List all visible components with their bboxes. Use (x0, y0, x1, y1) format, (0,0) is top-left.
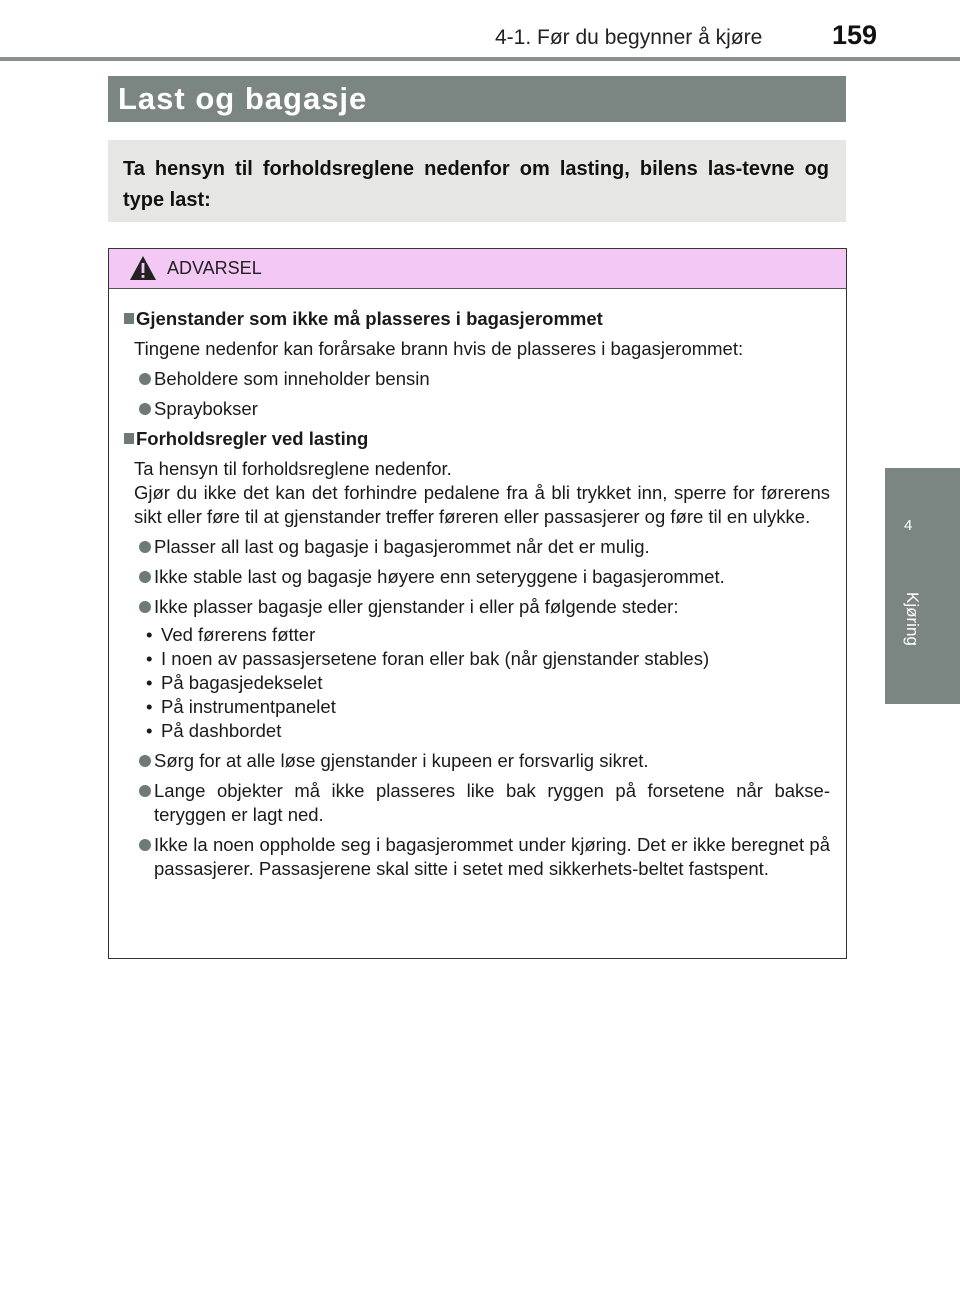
page-title: Last og bagasje (118, 81, 368, 116)
circle-bullet-icon (139, 755, 151, 767)
header-divider (0, 57, 960, 61)
list-item: Lange objekter må ikke plasseres like bak ryggen på forsetene når bakse-teryggen er lagt ned. (124, 779, 830, 827)
section-text: Tingene nedenfor kan forårsake brann hvis de plasseres i bagasjerommet: (134, 338, 744, 359)
sub-list-item: • På dashbordet (146, 720, 282, 741)
circle-bullet-icon (139, 403, 151, 415)
intro-text: Ta hensyn til forholdsreglene nedenfor om lasting, bilens las-tevne og type last: (123, 158, 829, 211)
sub-list-item: • Ved førerens føtter (146, 624, 316, 645)
chapter-tab (885, 468, 960, 704)
list-item: Ikke la noen oppholde seg i bagasjerommet under kjøring. Det er ikke beregnet på passasjerer. Passasjerene skal sitte i setet med sikkerhets-beltet fastspent. (124, 833, 830, 881)
circle-bullet-icon (139, 839, 151, 851)
list-item: Plasser all last og bagasje i bagasjerommet når det er mulig. (124, 535, 830, 559)
section-title: Forholdsregler ved lasting (124, 427, 830, 451)
title-bar (108, 76, 846, 122)
list-item: Beholdere som inneholder bensin (124, 367, 830, 391)
square-bullet-icon (124, 313, 134, 324)
circle-bullet-icon (139, 601, 151, 613)
chapter-label: Kjøring (903, 592, 922, 646)
circle-bullet-icon (139, 571, 151, 583)
sub-list-item: • I noen av passasjersetene foran eller bak (når gjenstander stables) (146, 648, 710, 669)
circle-bullet-icon (139, 373, 151, 385)
intro-box (108, 140, 846, 222)
page-number: 159 (832, 20, 878, 50)
list-item: Sørg for at alle løse gjenstander i kupeen er forsvarlig sikret. (124, 749, 830, 773)
circle-bullet-icon (139, 785, 151, 797)
list-item: Spraybokser (124, 397, 830, 421)
square-bullet-icon (124, 433, 134, 444)
sub-list-item: • På instrumentpanelet (146, 696, 336, 717)
section-text: Ta hensyn til forholdsreglene nedenfor. (134, 458, 452, 479)
warning-box (108, 248, 847, 959)
circle-bullet-icon (139, 541, 151, 553)
warning-header (109, 249, 846, 289)
list-item: Ikke stable last og bagasje høyere enn seteryggene i bagasjerommet. (124, 565, 830, 589)
warning-triangle-icon (129, 255, 157, 281)
warning-label: ADVARSEL (167, 258, 262, 278)
list-item: Ikke plasser bagasje eller gjenstander i eller på følgende steder: (124, 595, 830, 619)
sub-list (124, 623, 830, 743)
warning-content (124, 307, 830, 881)
chapter-number: 4 (904, 517, 913, 534)
sub-list-item: • På bagasjedekselet (146, 672, 323, 693)
section-text: Gjør du ikke det kan det forhindre pedalene fra å bli trykket inn, sperre for førerens sikt eller føre til at gjenstander treffer føreren eller passasjerer og føre til en ulykke. (134, 482, 830, 527)
section-heading: 4-1. Før du begynner å kjøre (495, 26, 763, 49)
section-title: Gjenstander som ikke må plasseres i bagasjerommet (124, 307, 830, 331)
